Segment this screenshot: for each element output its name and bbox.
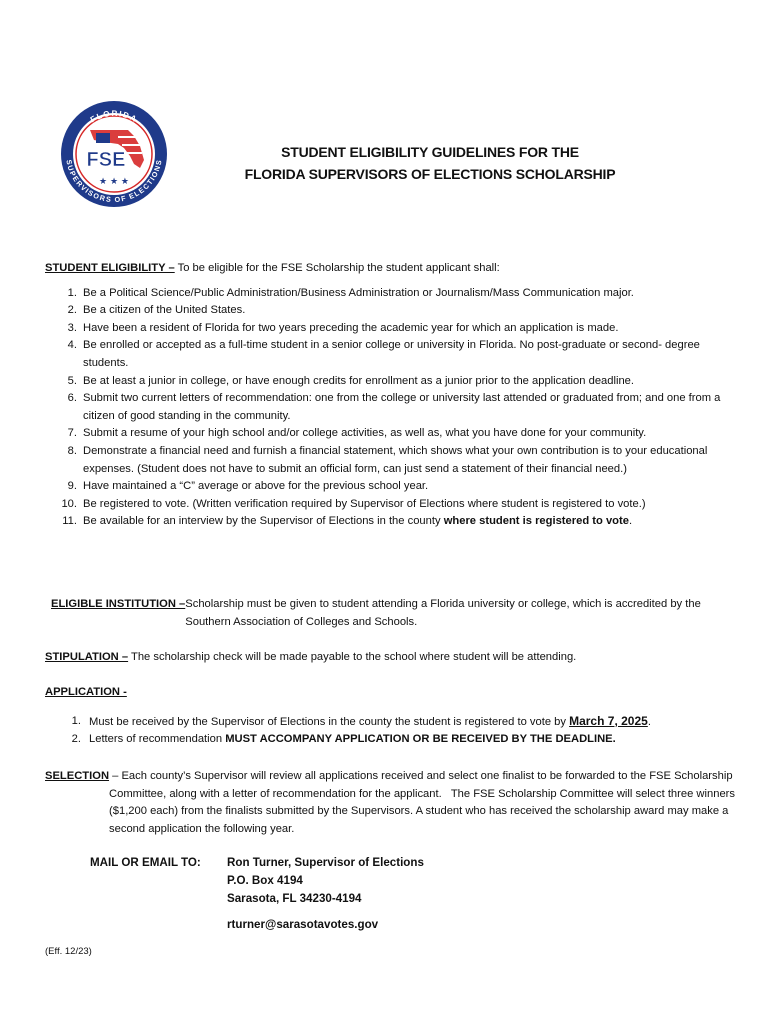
- address-city: Sarasota, FL 34230-4194: [227, 892, 362, 905]
- logo-top-text: FLORIDA: [88, 108, 140, 125]
- title-line-1: STUDENT ELIGIBILITY GUIDELINES FOR THE: [281, 144, 579, 160]
- mailing-address: [227, 854, 424, 934]
- stipulation-text: The scholarship check will be made payable to the school where student will be attending.: [128, 651, 577, 663]
- eligibility-list: [45, 285, 735, 531]
- title-line-2: FLORIDA SUPERVISORS OF ELECTIONS SCHOLARSHIP: [244, 166, 616, 182]
- eligibility-heading: STUDENT ELIGIBILITY –: [45, 262, 175, 274]
- fse-logo: [60, 100, 168, 208]
- deadline-date: March 7, 2025: [569, 713, 648, 728]
- application-heading: APPLICATION -: [45, 686, 127, 698]
- institution-text: Scholarship must be given to student attending a Florida university or college, which is accredited by the Southern Association of Colleges and Schools.: [185, 598, 701, 628]
- list-item: 9. Have maintained a “C” average or above for the previous school year.: [67, 480, 429, 493]
- list-item: 11. Be available for an interview by the Supervisor of Elections in the county where student is registered to vote.: [62, 515, 633, 528]
- institution-heading: ELIGIBLE INSTITUTION –: [51, 598, 186, 610]
- list-item: 3. Have been a resident of Florida for two years preceding the academic year for which an application is made.: [67, 321, 619, 334]
- list-item: 8. Demonstrate a financial need and furnish a financial statement, which shows what your own contribution is to your educational expenses. (Student does not have to submit an official form, can just send a statement of their financial need.): [67, 444, 708, 475]
- selection-section: [45, 768, 739, 838]
- eligibility-section: [45, 260, 735, 531]
- document-title: [230, 141, 630, 185]
- eligibility-heading-line: [45, 260, 735, 278]
- stipulation-heading: STIPULATION –: [45, 651, 129, 663]
- selection-heading: SELECTION: [45, 770, 110, 782]
- email-address: rturner@sarasotavotes.gov: [227, 918, 379, 931]
- address-name: Ron Turner, Supervisor of Elections: [227, 856, 424, 869]
- application-list: [45, 713, 735, 749]
- selection-text: – Each county’s Supervisor will review all applications received and select one finalist to be forwarded to the FSE Scholarship Committee, along with a letter of recommendation for the applicant. The FSE Scholarship Committee will select three winners ($1,200 each) from the finalists submitted by the Supervisors. A student who has received the scholarship award may make a second application the following year.: [109, 770, 739, 835]
- list-item: 10. Be registered to vote. (Written verification required by Supervisor of Elections where student is registered to vote.): [61, 497, 646, 510]
- institution-section: [51, 596, 731, 631]
- logo-bottom-text: SUPERVISORS OF ELECTIONS: [64, 158, 164, 204]
- list-item: 2. Be a citizen of the United States.: [67, 304, 246, 317]
- application-section: [45, 684, 735, 749]
- list-item: 7. Submit a resume of your high school and/or college activities, as well as, what you have done for your community.: [67, 427, 647, 440]
- list-item: 2. Letters of recommendation MUST ACCOMPANY APPLICATION OR BE RECEIVED BY THE DEADLINE.: [71, 733, 616, 746]
- list-item: 1. Be a Political Science/Public Administration/Business Administration or Journalism/Mass Communication major.: [67, 286, 634, 299]
- eligibility-intro: To be eligible for the FSE Scholarship the student applicant shall:: [174, 262, 500, 274]
- list-item: 6. Submit two current letters of recommendation: one from the college or university last attended or graduated from; and one from a citizen of good standing in the community.: [67, 392, 721, 422]
- list-item: 4. Be enrolled or accepted as a full-time student in a senior college or university in Florida. No post-graduate or second- degree students.: [67, 339, 700, 369]
- mail-label: MAIL OR EMAIL TO:: [90, 856, 201, 869]
- stipulation-section: [45, 649, 735, 667]
- list-item: 5. Be at least a junior in college, or have enough credits for enrollment as a junior prior to the application deadline.: [67, 374, 635, 387]
- stars-icon: ★ ★ ★: [99, 177, 129, 187]
- list-item: 1. Must be received by the Supervisor of Elections in the county the student is registered to vote by March 7, 2025.: [71, 713, 651, 728]
- address-box: P.O. Box 4194: [227, 874, 303, 887]
- effective-date: (Eff. 12/23): [45, 946, 92, 957]
- logo-initials: FSE: [86, 149, 126, 171]
